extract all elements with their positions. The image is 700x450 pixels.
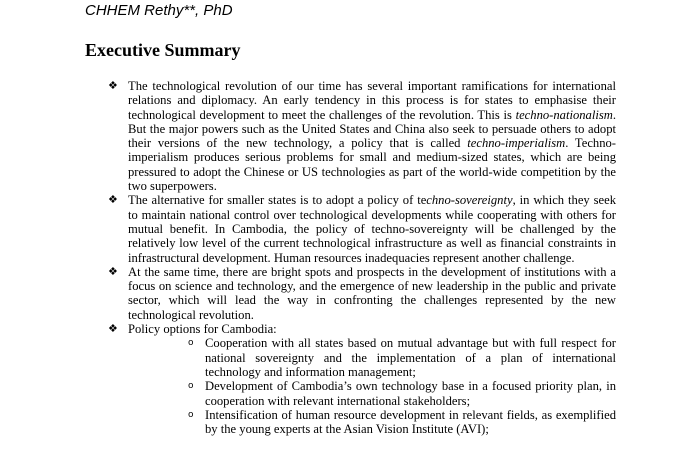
bullet-policy-options	[108, 322, 616, 436]
bullet-bright-spots	[108, 265, 616, 322]
bullet-term: techno-imperialism	[467, 136, 566, 151]
bullet-text: The alternative for smaller states is to adopt a policy of te	[128, 193, 427, 208]
bullet-text: , in which they seek to maintain national control over technological developments while cooperating with others for mutual benefit. In Cambodia, the policy of techno-sovereignty will be challenged by the relatively low level of the current technological infrastructure as well as financial constraints in infrastructural development. Human resources inadequacies represent another challenge.	[128, 193, 616, 265]
diamond-bullet-icon: ❖	[108, 265, 118, 278]
bullet-techno-sovereignty	[108, 193, 616, 264]
section-heading: Executive Summary	[85, 40, 241, 60]
circle-bullet-icon: o	[188, 409, 194, 420]
author-name: CHHEM Rethy**, PhD	[85, 2, 233, 19]
bullet-term: chno-sovereignty	[426, 193, 513, 208]
summary-bullet-list	[108, 79, 616, 436]
diamond-bullet-icon: ❖	[108, 323, 118, 336]
bullet-techno-nationalism	[108, 79, 616, 193]
policy-options-list	[128, 336, 616, 436]
policy-option-item: o Cooperation with all states based on mutual advantage but with full respect for national sovereignty and the implementation of a plan of international technology and information management;	[188, 336, 616, 379]
bullet-text: . But the major powers such as the United States and China also seek to persuade others to adopt their versions of the new technology, a policy that is called	[128, 107, 616, 151]
circle-bullet-icon: o	[188, 338, 194, 349]
policy-option-item: o Intensification of human resource development in relevant fields, as exemplified by the young experts at the Asian Vision Institute (AVI);	[188, 407, 616, 437]
circle-bullet-icon: o	[188, 381, 194, 392]
diamond-bullet-icon: ❖	[108, 194, 118, 207]
bullet-text: At the same time, there are bright spots and prospects in the development of institutions with a focus on science and technology, and the emergence of new leadership in the public and private sector, which will lead the way in confronting the challenges represented by the new technological revolution.	[128, 264, 616, 322]
bullet-text: Policy options for Cambodia:	[128, 322, 277, 337]
bullet-text: . Techno-imperialism produces serious problems for small and medium-sized states, which are being pressured to adopt the Chinese or US technologies as part of the world-wide competition by the two superpowers.	[128, 136, 617, 194]
policy-option-item: o Development of Cambodia’s own technology base in a focused priority plan, in cooperation with relevant international stakeholders;	[188, 379, 616, 408]
diamond-bullet-icon: ❖	[108, 80, 118, 92]
bullet-text: The technological revolution of our time has several important ramifications for international relations and diplomacy. An early tendency in this process is for states to emphasise their technological development to meet the challenges of the revolution. This is	[128, 79, 616, 122]
bullet-term: techno-nationalism	[515, 107, 613, 122]
